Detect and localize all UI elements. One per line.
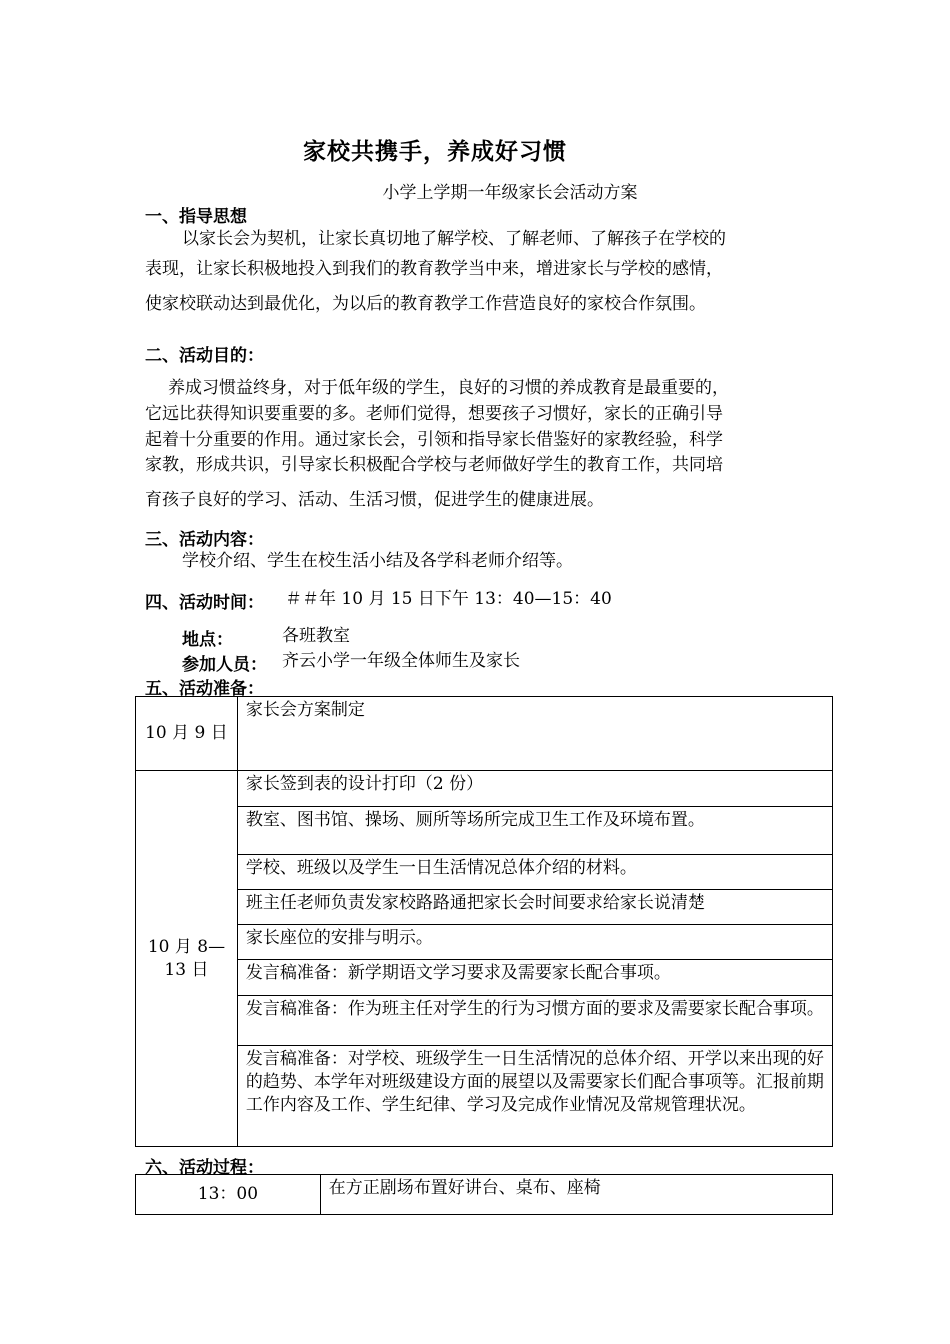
content-cell: 在方正剧场布置好讲台、桌布、座椅 xyxy=(320,1175,832,1215)
task-cell: 发言稿准备：对学校、班级学生一日生活情况的总体介绍、开学以来出现的好的趋势、本学年对班级建设方面的展望以及需要家长们配合事项等。汇报前期工作内容及工作、学生纪律、学习及完成作业情况及常规管理状况。 xyxy=(237,1046,832,1147)
section3-line: 学校介绍、学生在校生活小结及各学科老师介绍等。 xyxy=(182,551,573,571)
date-cell: 10 月 9 日 xyxy=(136,697,238,771)
task-cell: 家长座位的安排与明示。 xyxy=(237,925,832,960)
table-row xyxy=(136,890,833,925)
place-value: 各班教室 xyxy=(282,626,350,646)
section1-line-1: 以家长会为契机，让家长真切地了解学校、了解老师、了解孩子在学校的 xyxy=(182,229,726,249)
task-cell: 班主任老师负责发家校路路通把家长会时间要求给家长说清楚 xyxy=(237,890,832,925)
table-row xyxy=(136,925,833,960)
section2-line-3: 起着十分重要的作用。通过家长会，引领和指导家长借鉴好的家教经验，科学 xyxy=(145,430,723,450)
table-row xyxy=(136,1175,833,1215)
date-line: 10 月 8— xyxy=(147,936,226,957)
table-row xyxy=(136,807,833,855)
table-row xyxy=(136,771,833,807)
page-subtitle: 小学上学期一年级家长会活动方案 xyxy=(382,183,638,203)
table-row xyxy=(136,697,833,771)
section2-line-2: 它远比获得知识要重要的多。老师们觉得，想要孩子习惯好，家长的正确引导 xyxy=(145,404,723,424)
section4-heading: 四、活动时间： xyxy=(145,593,264,613)
table-row xyxy=(136,1046,833,1147)
task-cell: 发言稿准备：新学期语文学习要求及需要家长配合事项。 xyxy=(237,960,832,996)
page-title: 家校共携手，养成好习惯 xyxy=(303,139,567,165)
section2-line-5: 育孩子良好的学习、活动、生活习惯，促进学生的健康进展。 xyxy=(145,490,604,510)
task-cell: 家长会方案制定 xyxy=(237,697,832,771)
task-cell: 学校、班级以及学生一日生活情况总体介绍的材料。 xyxy=(237,855,832,890)
section2-line-4: 家教，形成共识，引导家长积极配合学校与老师做好学生的教育工作，共同培 xyxy=(145,455,723,475)
table-row xyxy=(136,996,833,1046)
section1-heading: 一、指导思想 xyxy=(145,207,247,227)
place-label: 地点： xyxy=(182,630,233,650)
process-table xyxy=(135,1174,833,1215)
date-cell xyxy=(136,771,238,1147)
activity-time: ＃＃年 10 月 15 日下午 13：40—15：40 xyxy=(285,589,612,609)
time-cell: 13：00 xyxy=(136,1175,321,1215)
section1-line-2: 表现，让家长积极地投入到我们的教育教学当中来，增进家长与学校的感情， xyxy=(145,259,723,279)
task-cell: 发言稿准备：作为班主任对学生的行为习惯方面的要求及需要家长配合事项。 xyxy=(237,996,832,1046)
section5-heading: 五、活动准备： xyxy=(145,679,264,699)
section6-heading: 六、活动过程： xyxy=(145,1158,264,1178)
people-value: 齐云小学一年级全体师生及家长 xyxy=(282,651,520,671)
table-row xyxy=(136,855,833,890)
section2-heading: 二、活动目的： xyxy=(145,346,264,366)
section1-line-3: 使家校联动达到最优化，为以后的教育教学工作营造良好的家校合作氛围。 xyxy=(145,294,706,314)
section2-line-1: 养成习惯益终身，对于低年级的学生，良好的习惯的养成教育是最重要的， xyxy=(168,378,729,398)
people-label: 参加人员： xyxy=(182,655,267,675)
task-cell: 教室、图书馆、操场、厕所等场所完成卫生工作及环境布置。 xyxy=(237,807,832,855)
section3-heading: 三、活动内容： xyxy=(145,530,264,550)
table-row xyxy=(136,960,833,996)
date-line: 13 日 xyxy=(164,959,209,980)
preparation-table xyxy=(135,696,833,1147)
task-cell: 家长签到表的设计打印（2 份） xyxy=(237,771,832,807)
